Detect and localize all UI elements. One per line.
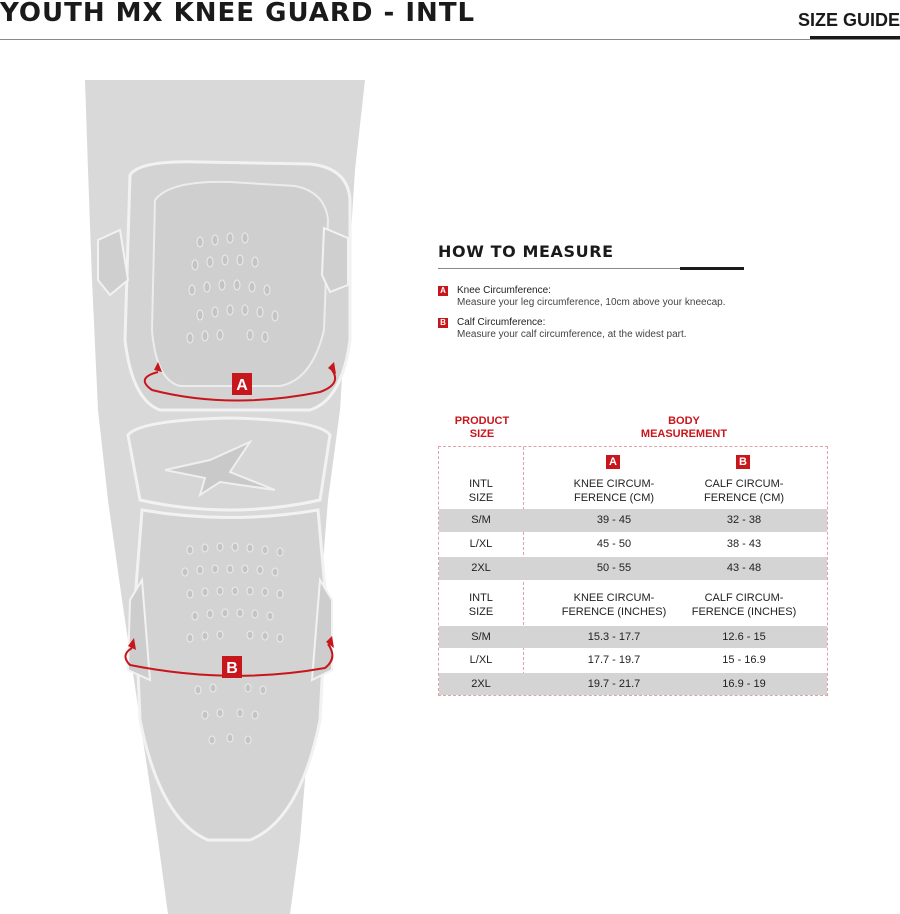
calf-cell: 43 - 48 bbox=[726, 562, 762, 574]
inch-knee-header: KNEE CIRCUM- FERENCE (INCHES) bbox=[561, 592, 667, 618]
inch-size-header: INTL SIZE bbox=[468, 592, 494, 618]
step-a-description: Measure your leg circumference, 10cm above your kneecap. bbox=[457, 297, 726, 308]
size-guide-label: SIZE GUIDE bbox=[797, 10, 900, 30]
page-title: YOUTH MX KNEE GUARD - INTL bbox=[0, 0, 476, 28]
col-a-badge: A bbox=[606, 455, 620, 469]
marker-a-label: A bbox=[236, 377, 248, 394]
table-row bbox=[439, 509, 827, 532]
calf-cell: 16.9 - 19 bbox=[722, 678, 766, 690]
size-table bbox=[438, 446, 828, 696]
inch-header-row bbox=[439, 591, 827, 621]
marker-b-label: B bbox=[226, 660, 238, 677]
product-size-header bbox=[440, 415, 524, 441]
step-b-description: Measure your calf circumference, at the widest part. bbox=[457, 329, 687, 340]
how-to-measure-title: HOW TO MEASURE bbox=[438, 242, 614, 261]
body-measurement-header bbox=[560, 415, 808, 441]
size-cell: S/M bbox=[471, 631, 491, 643]
product-size-header-line1: PRODUCT bbox=[454, 415, 510, 427]
table-row bbox=[439, 673, 827, 695]
size-cell: S/M bbox=[471, 514, 491, 526]
knee-cell: 39 - 45 bbox=[596, 514, 632, 526]
cm-knee-header: KNEE CIRCUM- FERENCE (CM) bbox=[573, 478, 655, 504]
calf-cell: 12.6 - 15 bbox=[722, 631, 766, 643]
step-b-heading: Calf Circumference: bbox=[457, 317, 546, 328]
header-divider bbox=[0, 39, 900, 40]
size-guide-underline bbox=[810, 36, 900, 39]
size-cell: 2XL bbox=[471, 678, 491, 690]
step-a-heading: Knee Circumference: bbox=[457, 285, 551, 296]
table-row bbox=[439, 533, 827, 556]
right-hinge bbox=[322, 228, 348, 292]
knee-cell: 15.3 - 17.7 bbox=[587, 631, 641, 643]
body-measurement-header-line1: BODY bbox=[668, 415, 700, 427]
knee-cell: 45 - 50 bbox=[596, 538, 632, 550]
inch-calf-header: CALF CIRCUM- FERENCE (INCHES) bbox=[691, 592, 797, 618]
knee-cell: 17.7 - 19.7 bbox=[587, 654, 641, 666]
knee-guard-illustration bbox=[80, 80, 380, 914]
cm-calf-header: CALF CIRCUM- FERENCE (CM) bbox=[703, 478, 785, 504]
cm-size-header: INTL SIZE bbox=[468, 478, 494, 504]
size-cell: 2XL bbox=[471, 562, 491, 574]
product-size-header-line2: SIZE bbox=[469, 428, 495, 440]
calf-cell: 15 - 16.9 bbox=[722, 654, 766, 666]
knee-cell: 19.7 - 21.7 bbox=[587, 678, 641, 690]
calf-cell: 38 - 43 bbox=[726, 538, 762, 550]
how-to-measure-accent bbox=[680, 267, 744, 270]
col-b-badge: B bbox=[736, 455, 750, 469]
table-row bbox=[439, 557, 827, 580]
calf-cell: 32 - 38 bbox=[726, 514, 762, 526]
table-row bbox=[439, 649, 827, 672]
size-cell: L/XL bbox=[469, 654, 493, 666]
step-b-badge: B bbox=[438, 318, 448, 328]
knee-cell: 50 - 55 bbox=[596, 562, 632, 574]
step-a-badge: A bbox=[438, 286, 448, 296]
size-cell: L/XL bbox=[469, 538, 493, 550]
cm-header-row bbox=[439, 477, 827, 507]
body-measurement-header-line2: MEASUREMENT bbox=[640, 428, 728, 440]
table-row bbox=[439, 626, 827, 648]
